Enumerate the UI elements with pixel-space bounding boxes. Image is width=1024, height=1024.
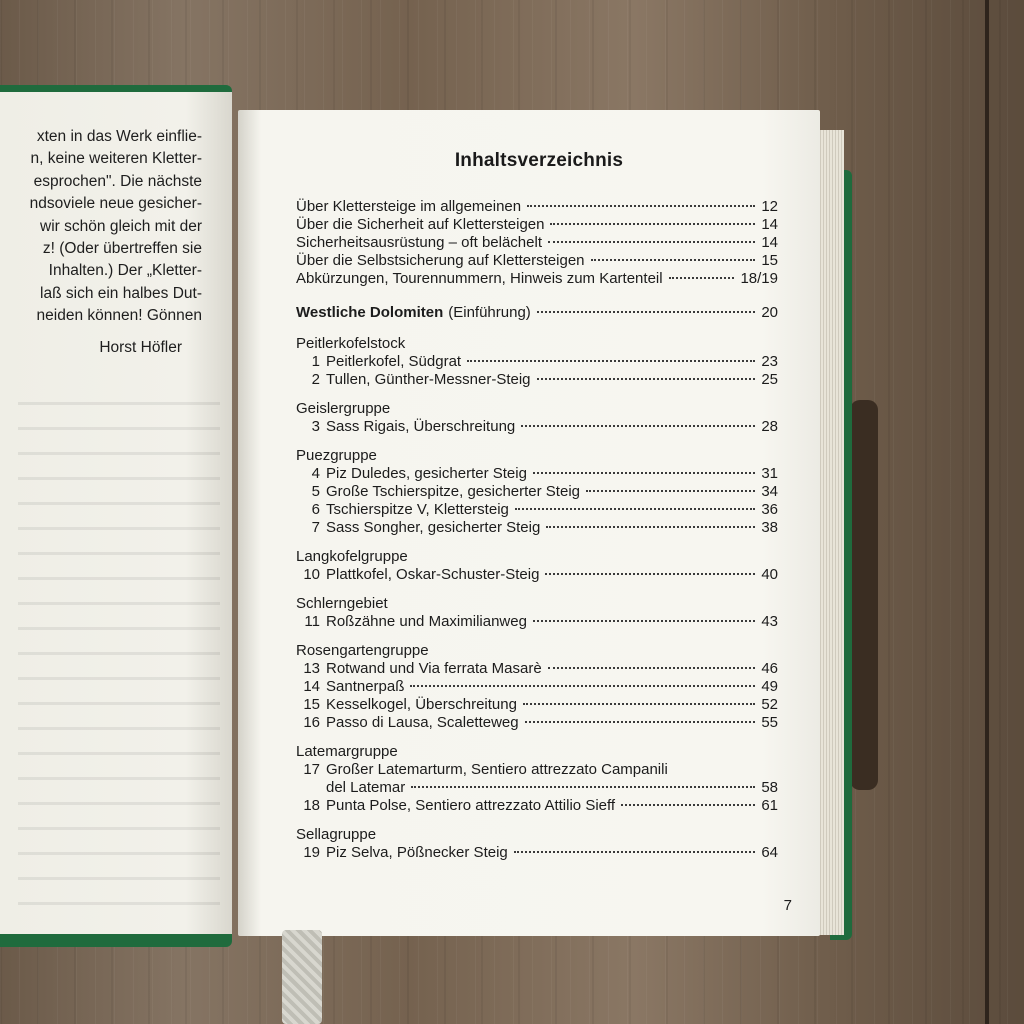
toc-entry-page: 15 bbox=[761, 252, 778, 269]
toc-entry-number: 6 bbox=[311, 501, 320, 518]
toc-entry-number: 16 bbox=[303, 714, 320, 731]
toc-entry bbox=[296, 234, 778, 252]
leader-dots bbox=[527, 205, 755, 207]
toc-entry-page: 64 bbox=[761, 844, 778, 861]
toc-entry bbox=[296, 660, 778, 678]
toc-entry-label: Große Tschierspitze, gesicherter Steig bbox=[326, 483, 580, 500]
wood-knot bbox=[850, 400, 878, 790]
section-heading bbox=[296, 304, 778, 322]
toc-entry bbox=[296, 613, 778, 631]
toc-entry bbox=[296, 270, 778, 288]
left-page-line: laß sich ein halbes Dut- bbox=[40, 284, 202, 302]
toc-entry bbox=[296, 761, 778, 779]
leader-dots bbox=[669, 277, 735, 279]
toc-entry-page: 23 bbox=[761, 353, 778, 370]
leader-dots bbox=[537, 378, 756, 380]
mountain-group-heading: Peitlerkofelstock bbox=[296, 335, 406, 352]
leader-dots bbox=[521, 425, 755, 427]
toc-entry-number: 19 bbox=[303, 844, 320, 861]
bleed-through-text bbox=[18, 402, 220, 914]
page-title: Inhaltsverzeichnis bbox=[454, 150, 624, 171]
toc-entry-page: 38 bbox=[761, 519, 778, 536]
toc-entry bbox=[296, 483, 778, 501]
toc-entry-label: Über Klettersteige im allgemeinen bbox=[296, 198, 522, 215]
toc-entry-page: 58 bbox=[761, 779, 778, 796]
leader-dots bbox=[411, 786, 755, 788]
toc-entry-page: 18/19 bbox=[740, 270, 778, 287]
toc-entry bbox=[296, 566, 778, 584]
leader-dots bbox=[525, 721, 756, 723]
left-page-line: Inhalten.) Der „Kletter- bbox=[48, 262, 202, 280]
toc-entry-page: 34 bbox=[761, 483, 778, 500]
toc-entry-label: Großer Latemarturm, Sentiero attrezzato Campanili bbox=[326, 761, 668, 778]
toc-entry-number: 13 bbox=[303, 660, 320, 677]
toc-entry bbox=[296, 696, 778, 714]
mountain-group-heading: Latemargruppe bbox=[296, 743, 398, 760]
left-page-line: wir schön gleich mit der bbox=[40, 217, 202, 235]
toc-entry-number: 18 bbox=[303, 797, 320, 814]
toc-entry bbox=[296, 519, 778, 537]
leader-dots bbox=[591, 259, 756, 261]
leader-dots bbox=[533, 620, 755, 622]
left-page-line: neiden können! Gönnen bbox=[36, 307, 202, 325]
toc-entry-label: Rotwand und Via ferrata Masarè bbox=[326, 660, 542, 677]
section-page: 20 bbox=[761, 304, 778, 321]
toc-entry-label: Über die Selbstsicherung auf Klettersteigen bbox=[296, 252, 585, 269]
toc-entry-label: Passo di Lausa, Scaletteweg bbox=[326, 714, 519, 731]
toc-entry-label: Tschierspitze V, Klettersteig bbox=[326, 501, 509, 518]
toc-entry-label: Roßzähne und Maximilianweg bbox=[326, 613, 527, 630]
toc-entry bbox=[296, 797, 778, 815]
toc-entry-page: 31 bbox=[761, 465, 778, 482]
mountain-group-heading: Langkofelgruppe bbox=[296, 548, 408, 565]
toc-entry bbox=[296, 418, 778, 436]
mountain-group-heading: Puezgruppe bbox=[296, 447, 377, 464]
toc-entry-number: 15 bbox=[303, 696, 320, 713]
toc-entry-page: 12 bbox=[761, 198, 778, 215]
left-page-line: ndsoviele neue gesicher- bbox=[29, 195, 202, 213]
toc-entry-page: 36 bbox=[761, 501, 778, 518]
toc-entry bbox=[296, 779, 778, 797]
toc-entry bbox=[296, 844, 778, 862]
toc-entry-number: 10 bbox=[303, 566, 320, 583]
toc-entry bbox=[296, 216, 778, 234]
leader-dots bbox=[621, 804, 755, 806]
toc-entry-label: Sass Rigais, Überschreitung bbox=[326, 418, 516, 435]
leader-dots bbox=[533, 472, 755, 474]
toc-entry-page: 25 bbox=[761, 371, 778, 388]
toc-entry-label: Peitlerkofel, Südgrat bbox=[326, 353, 462, 370]
left-page-line: xten in das Werk einflie- bbox=[36, 128, 202, 145]
toc-entry-page: 28 bbox=[761, 418, 778, 435]
toc-entry-label: Punta Polse, Sentiero attrezzato Attilio Sieff bbox=[326, 797, 616, 814]
toc-entry-page: 61 bbox=[761, 797, 778, 814]
author-signature: Horst Höfler bbox=[99, 339, 182, 356]
toc-entry bbox=[296, 465, 778, 483]
wood-crack bbox=[985, 0, 989, 1024]
toc-entry-page: 43 bbox=[761, 613, 778, 630]
ribbon-bookmark bbox=[282, 930, 322, 1024]
leader-dots bbox=[514, 851, 756, 853]
leader-dots bbox=[548, 667, 756, 669]
toc-entry-page: 49 bbox=[761, 678, 778, 695]
toc-entry bbox=[296, 678, 778, 696]
toc-entry-number: 14 bbox=[303, 678, 320, 695]
toc-entry-page: 55 bbox=[761, 714, 778, 731]
table-of-contents bbox=[296, 198, 778, 862]
right-page bbox=[238, 110, 820, 936]
mountain-group-heading: Schlerngebiet bbox=[296, 595, 388, 612]
leader-dots bbox=[467, 360, 755, 362]
mountain-group-heading: Sellagruppe bbox=[296, 826, 377, 843]
toc-entry-number: 1 bbox=[311, 353, 320, 370]
toc-entry-label: Abkürzungen, Tourennummern, Hinweis zum Kartenteil bbox=[296, 270, 663, 287]
leader-dots bbox=[546, 526, 755, 528]
toc-entry-number: 5 bbox=[311, 483, 320, 500]
leader-dots bbox=[550, 223, 755, 225]
toc-entry-label: Plattkofel, Oskar-Schuster-Steig bbox=[326, 566, 540, 583]
toc-entry-label: Piz Selva, Pößnecker Steig bbox=[326, 844, 508, 861]
toc-entry-number: 17 bbox=[303, 761, 320, 778]
left-page bbox=[0, 92, 232, 934]
toc-entry-page: 46 bbox=[761, 660, 778, 677]
leader-dots bbox=[537, 311, 756, 313]
toc-entry bbox=[296, 714, 778, 732]
left-page-line: n, keine weiteren Kletter- bbox=[30, 150, 202, 168]
toc-entry bbox=[296, 252, 778, 270]
toc-entry-label: Sicherheitsausrüstung – oft belächelt bbox=[296, 234, 542, 251]
toc-entry-number: 11 bbox=[304, 613, 320, 630]
mountain-group-heading: Rosengartengruppe bbox=[296, 642, 429, 659]
toc-entry-page: 40 bbox=[761, 566, 778, 583]
left-page-line: esprochen". Die nächste bbox=[33, 172, 202, 190]
mountain-group-heading: Geislergruppe bbox=[296, 400, 391, 417]
toc-entry-number: 7 bbox=[311, 519, 320, 536]
toc-entry-label: Über die Sicherheit auf Klettersteigen bbox=[296, 216, 545, 233]
leader-dots bbox=[523, 703, 755, 705]
toc-entry-label: del Latemar bbox=[326, 779, 406, 796]
toc-entry bbox=[296, 198, 778, 216]
leader-dots bbox=[586, 490, 755, 492]
toc-entry-page: 52 bbox=[761, 696, 778, 713]
toc-entry-label: Piz Duledes, gesicherter Steig bbox=[326, 465, 527, 482]
toc-entry-page: 14 bbox=[761, 216, 778, 233]
section-subtitle: (Einführung) bbox=[448, 304, 531, 321]
toc-entry-number: 2 bbox=[311, 371, 320, 388]
leader-dots bbox=[410, 685, 755, 687]
toc-entry bbox=[296, 353, 778, 371]
left-page-line: z! (Oder übertreffen sie bbox=[42, 240, 202, 257]
toc-entry-page: 14 bbox=[761, 234, 778, 251]
toc-entry-label: Kesselkogel, Überschreitung bbox=[326, 696, 517, 713]
page-number: 7 bbox=[783, 897, 792, 914]
toc-entry-label: Santnerpaß bbox=[326, 678, 405, 695]
leader-dots bbox=[545, 573, 755, 575]
toc-entry bbox=[296, 501, 778, 519]
leader-dots bbox=[515, 508, 755, 510]
page-edges bbox=[818, 130, 844, 935]
toc-entry-label: Tullen, Günther-Messner-Steig bbox=[326, 371, 531, 388]
toc-entry bbox=[296, 371, 778, 389]
toc-entry-label: Sass Songher, gesicherter Steig bbox=[326, 519, 541, 536]
toc-entry-number: 4 bbox=[311, 465, 320, 482]
section-title: Westliche Dolomiten bbox=[296, 304, 444, 321]
toc-entry-number: 3 bbox=[311, 418, 320, 435]
leader-dots bbox=[548, 241, 755, 243]
